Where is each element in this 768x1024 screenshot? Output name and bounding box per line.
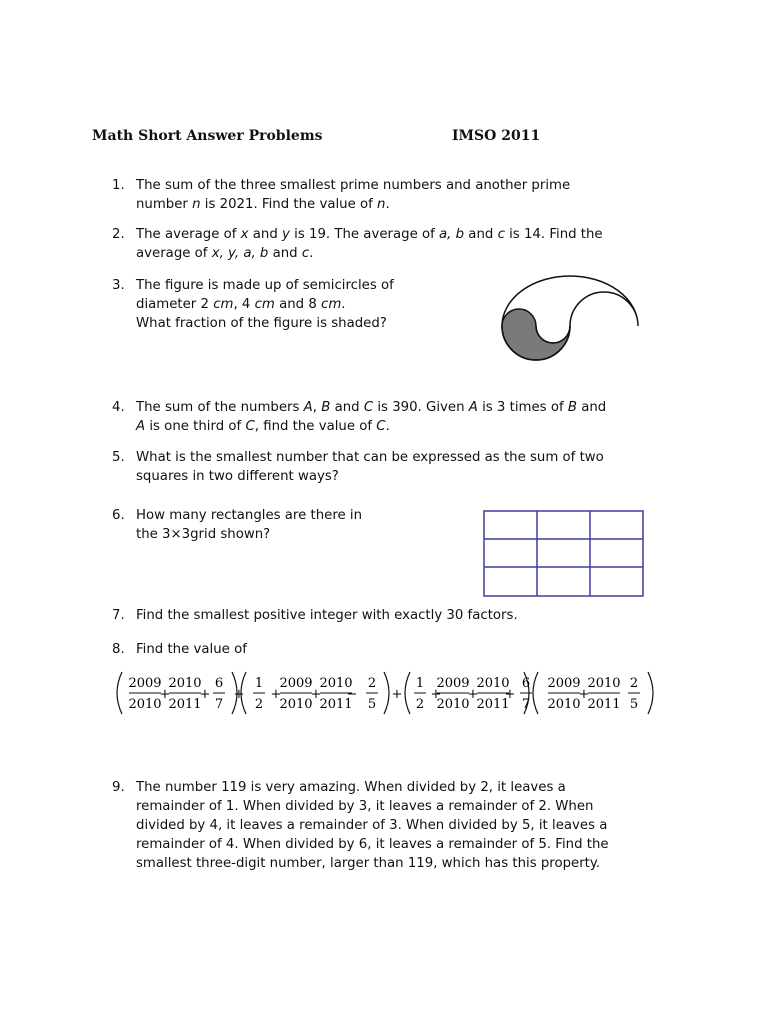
paren-close (648, 672, 653, 714)
fraction-numerator: 2010 (476, 676, 510, 691)
fraction-denominator: 2 (415, 697, 425, 712)
problem-text (136, 606, 518, 625)
fraction-numerator: 2 (367, 676, 377, 691)
problem-number: 7. (112, 608, 125, 623)
problem-line: The figure is made up of semicircles of (136, 278, 394, 293)
problem-line: diameter 2 cm, 4 cm and 8 cm. (136, 297, 346, 312)
fraction-denominator: 2010 (547, 697, 581, 712)
problem-line: The average of x and y is 19. The average of a, b and c is 14. Find the (136, 227, 603, 242)
problem-line: smallest three-digit number, larger than 119, which has this property. (136, 856, 601, 871)
problem-text (136, 640, 247, 659)
problem-line: What is the smallest number that can be expressed as the sum of two (136, 450, 604, 465)
fraction-denominator: 2010 (279, 697, 313, 712)
problem-text (136, 448, 604, 486)
operator: + (467, 687, 479, 702)
fraction (128, 676, 161, 712)
problem-text (136, 398, 606, 436)
fraction-denominator: 2011 (168, 697, 202, 712)
fraction-numerator: 2010 (587, 676, 621, 691)
problem-number: 6. (112, 508, 125, 523)
fraction-denominator: 2011 (476, 697, 510, 712)
problem-line: squares in two different ways? (136, 469, 339, 484)
worksheet-title: Math Short Answer Problems (92, 128, 323, 144)
grid-border (484, 511, 643, 596)
operator: + (310, 687, 322, 702)
fraction-denominator: 2 (254, 697, 264, 712)
fraction (520, 676, 532, 712)
fraction-numerator: 2009 (547, 676, 581, 691)
fraction-denominator: 2011 (319, 697, 353, 712)
fraction (587, 676, 620, 712)
problem-line: remainder of 1. When divided by 3, it leaves a remainder of 2. When (136, 799, 594, 814)
fraction (279, 676, 312, 712)
paren-close (384, 672, 389, 714)
shaded-region (502, 309, 570, 360)
problem-line: number n is 2021. Find the value of n. (136, 197, 390, 212)
semicircle-figure (495, 268, 650, 380)
paren-open (117, 672, 122, 714)
fraction (366, 676, 378, 712)
fraction-denominator: 7 (214, 697, 224, 712)
fraction-denominator: 5 (629, 697, 639, 712)
problem-text (136, 225, 603, 263)
fraction (628, 676, 640, 712)
operator: + (159, 687, 171, 702)
problem-line: Find the value of (136, 642, 247, 657)
fraction (414, 676, 426, 712)
problem-number: 2. (112, 227, 125, 242)
problem-line: How many rectangles are there in (136, 508, 363, 523)
problem-number: 5. (112, 450, 125, 465)
problem-number: 1. (112, 178, 125, 193)
fraction (547, 676, 580, 712)
problem-line: What fraction of the figure is shaded? (136, 316, 387, 331)
fraction-denominator: 5 (367, 697, 377, 712)
worksheet-header (92, 128, 692, 148)
operator: + (391, 687, 403, 702)
fraction-denominator: 2011 (587, 697, 621, 712)
operator: + (504, 687, 516, 702)
paren-open (533, 672, 538, 714)
problem-number: 3. (112, 278, 125, 293)
operator: + (430, 687, 442, 702)
fraction-numerator: 2 (629, 676, 639, 691)
problem-number: 4. (112, 400, 125, 415)
fraction-denominator: 2010 (128, 697, 162, 712)
fraction-numerator: 6 (521, 676, 531, 691)
fraction-numerator: 1 (254, 676, 264, 691)
problem-line: average of x, y, a, b and c. (136, 246, 314, 261)
problem-line: The sum of the numbers A, B and C is 390. Given A is 3 times of B and (136, 400, 607, 415)
operator: + (270, 687, 282, 702)
fraction-numerator: 6 (214, 676, 224, 691)
problem-number: 9. (112, 780, 125, 795)
operator: − (346, 687, 358, 702)
problem-line: The number 119 is very amazing. When divided by 2, it leaves a (136, 780, 566, 795)
fraction-numerator: 2009 (128, 676, 162, 691)
problem-line: divided by 4, it leaves a remainder of 3. When divided by 5, it leaves a (136, 818, 608, 833)
problem-text (136, 506, 362, 544)
problem-number: 8. (112, 642, 125, 657)
fraction-numerator: 2010 (168, 676, 202, 691)
problem-text (136, 778, 609, 873)
three-by-three-grid (483, 510, 645, 598)
expression-svg (112, 668, 657, 718)
competition-label: IMSO 2011 (452, 128, 541, 144)
paren-open (405, 672, 410, 714)
problem-line: the 3×3grid shown? (136, 527, 271, 542)
fraction-numerator: 1 (415, 676, 425, 691)
fraction (253, 676, 265, 712)
problem-line: A is one third of C, find the value of C. (136, 419, 390, 434)
problem-text (136, 276, 394, 333)
fraction-numerator: 2009 (279, 676, 313, 691)
fraction-numerator: 2010 (319, 676, 353, 691)
operator: + (233, 687, 245, 702)
problem-line: The sum of the three smallest prime numbers and another prime (136, 178, 571, 193)
operator: + (199, 687, 211, 702)
fraction-denominator: 7 (521, 697, 531, 712)
problem-line: Find the smallest positive integer with exactly 30 factors. (136, 608, 518, 623)
fraction (168, 676, 201, 712)
math-expression (112, 668, 657, 718)
fraction (213, 676, 225, 712)
problem-line: remainder of 4. When divided by 6, it leaves a remainder of 5. Find the (136, 837, 609, 852)
fraction-denominator: 2010 (436, 697, 470, 712)
problem-text (136, 176, 570, 214)
operator: + (578, 687, 590, 702)
fraction-numerator: 2009 (436, 676, 470, 691)
